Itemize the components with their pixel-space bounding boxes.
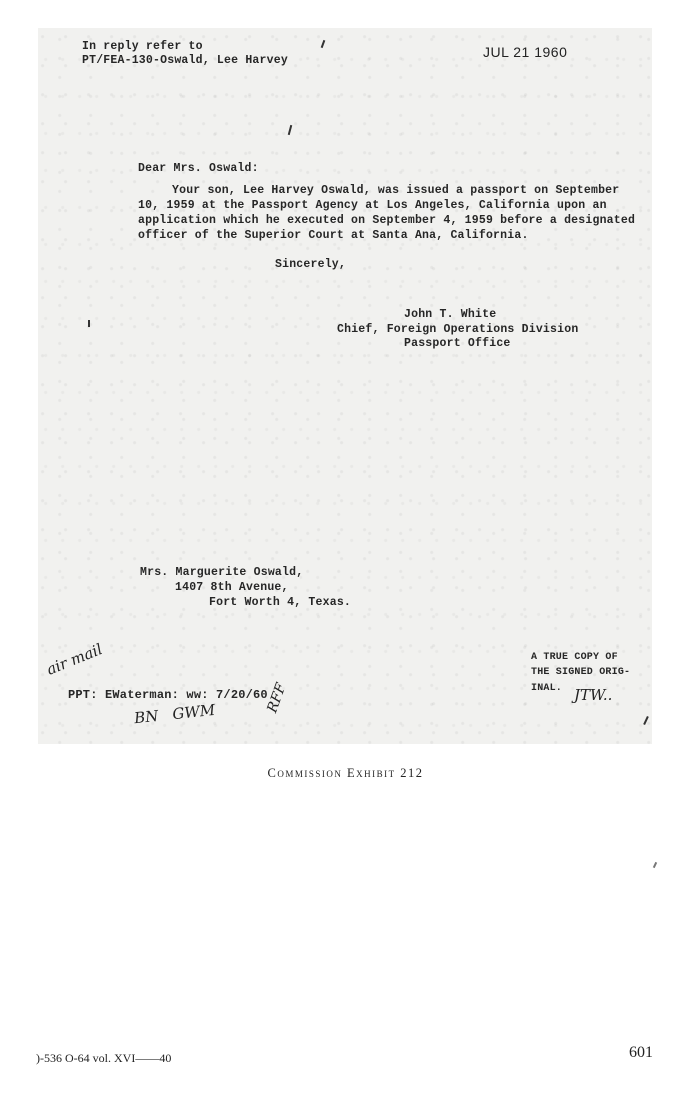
address-line-2: 1407 8th Avenue, xyxy=(175,581,289,594)
body-line-4: officer of the Superior Court at Santa Ana, California. xyxy=(138,229,529,242)
footer-print-code: )-536 O-64 vol. XVI——40 xyxy=(36,1051,172,1065)
body-line-1: Your son, Lee Harvey Oswald, was issued a passport on September xyxy=(172,184,620,197)
true-copy-line-1: A TRUE COPY OF xyxy=(531,652,618,663)
handwritten-copy-initials: JTW.. xyxy=(574,686,613,704)
handwritten-air-mail: air mail xyxy=(44,640,105,679)
exhibit-caption: Commission Exhibit 212 xyxy=(267,766,424,780)
signer-name: John T. White xyxy=(404,308,497,321)
page-number: 601 xyxy=(629,1044,653,1061)
scanned-letter xyxy=(38,28,652,744)
address-line-3: Fort Worth 4, Texas. xyxy=(209,596,352,609)
scan-speck xyxy=(88,320,90,327)
closing: Sincerely, xyxy=(275,258,347,271)
address-line-1: Mrs. Marguerite Oswald, xyxy=(140,566,304,579)
date-stamp: JUL 21 1960 xyxy=(483,44,568,60)
scan-speck xyxy=(653,862,657,868)
body-line-3: application which he executed on September 4, 1959 before a designated xyxy=(138,214,636,227)
reply-reference-label: In reply refer to xyxy=(82,40,203,53)
signer-title: Chief, Foreign Operations Division xyxy=(337,323,579,336)
true-copy-line-2: THE SIGNED ORIG- xyxy=(531,667,631,678)
reply-reference-file: PT/FEA-130-Oswald, Lee Harvey xyxy=(82,54,288,67)
salutation: Dear Mrs. Oswald: xyxy=(138,162,259,175)
handwritten-initials: BN GWM xyxy=(133,700,216,728)
signer-office: Passport Office xyxy=(404,337,511,350)
ppt-reference-line: PPT: EWaterman: ww: 7/20/60 xyxy=(68,688,268,702)
true-copy-line-3: INAL. xyxy=(531,683,563,694)
handwritten-initials-right: RFF xyxy=(264,681,290,715)
body-line-2: 10, 1959 at the Passport Agency at Los Angeles, California upon an xyxy=(138,199,607,212)
